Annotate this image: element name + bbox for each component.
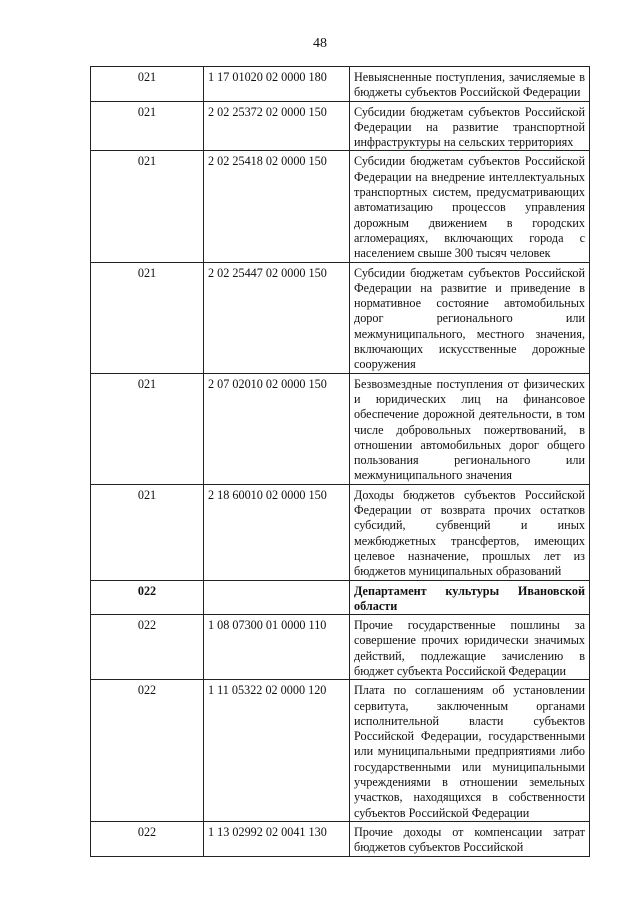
revenue-name-cell: Прочие государственные пошлины за совершение прочих юридически значимых действий, подлежащие зачислению в бюджет субъекта Российской Федерации [350, 615, 590, 680]
revenue-code-cell: 1 11 05322 02 0000 120 [204, 680, 350, 822]
admin-code-cell: 021 [91, 262, 204, 373]
revenue-name-cell: Субсидии бюджетам субъектов Российской Федерации на внедрение интеллектуальных транспортных систем, предусматривающих автоматизацию процессов управления дорожным движением в городских агломерациях, включающих города с населением свыше 300 тысяч человек [350, 151, 590, 262]
revenue-code-cell: 1 08 07300 01 0000 110 [204, 615, 350, 680]
admin-code-cell: 022 [91, 580, 204, 615]
department-name-cell: Департамент культуры Ивановской области [350, 580, 590, 615]
table-row [91, 821, 590, 856]
revenue-code-cell: 2 18 60010 02 0000 150 [204, 484, 350, 580]
revenue-code-cell: 2 02 25418 02 0000 150 [204, 151, 350, 262]
admin-code-cell: 021 [91, 101, 204, 151]
table-row [91, 680, 590, 822]
revenue-name-cell: Плата по соглашениям об установлении сервитута, заключенным органами исполнительной власти субъектов Российской Федерации, государственными или муниципальными предприятиями либо государственными или муниципальными учреждениями в отношении земельных участков, находящихся в собственности субъектов Российской Федерации [350, 680, 590, 822]
table-row [91, 262, 590, 373]
revenue-name-cell: Субсидии бюджетам субъектов Российской Федерации на развитие и приведение в нормативное состояние автомобильных дорог регионального или межмуниципального, местного значения, включающих искусственные дорожные сооружения [350, 262, 590, 373]
revenue-code-cell: 2 02 25447 02 0000 150 [204, 262, 350, 373]
admin-code-cell: 021 [91, 67, 204, 102]
table-row [91, 615, 590, 680]
revenue-code-cell: 1 13 02992 02 0041 130 [204, 821, 350, 856]
page-number: 48 [313, 36, 327, 51]
table-row [91, 101, 590, 151]
revenue-table [90, 66, 590, 857]
admin-code-cell: 022 [91, 615, 204, 680]
revenue-name-cell: Субсидии бюджетам субъектов Российской Федерации на развитие транспортной инфраструктуры на сельских территориях [350, 101, 590, 151]
revenue-code-cell: 2 02 25372 02 0000 150 [204, 101, 350, 151]
admin-code-cell: 022 [91, 821, 204, 856]
table-row [91, 67, 590, 102]
revenue-name-cell: Прочие доходы от компенсации затрат бюджетов субъектов Российской [350, 821, 590, 856]
revenue-name-cell: Доходы бюджетов субъектов Российской Федерации от возврата прочих остатков субсидий, субвенций и иных межбюджетных трансфертов, имеющих целевое назначение, прошлых лет из бюджетов муниципальных образований [350, 484, 590, 580]
section-header-row [91, 580, 590, 615]
admin-code-cell: 022 [91, 680, 204, 822]
revenue-code-cell: 1 17 01020 02 0000 180 [204, 67, 350, 102]
table-row [91, 151, 590, 262]
table-row [91, 373, 590, 484]
table-row [91, 484, 590, 580]
revenue-code-cell: 2 07 02010 02 0000 150 [204, 373, 350, 484]
revenue-code-cell [204, 580, 350, 615]
admin-code-cell: 021 [91, 151, 204, 262]
revenue-name-cell: Невыясненные поступления, зачисляемые в бюджеты субъектов Российской Федерации [350, 67, 590, 102]
admin-code-cell: 021 [91, 484, 204, 580]
admin-code-cell: 021 [91, 373, 204, 484]
revenue-name-cell: Безвозмездные поступления от физических и юридических лиц на финансовое обеспечение дорожной деятельности, в том числе добровольных пожертвований, в отношении автомобильных дорог общего пользования регионального или межмуниципального значения [350, 373, 590, 484]
